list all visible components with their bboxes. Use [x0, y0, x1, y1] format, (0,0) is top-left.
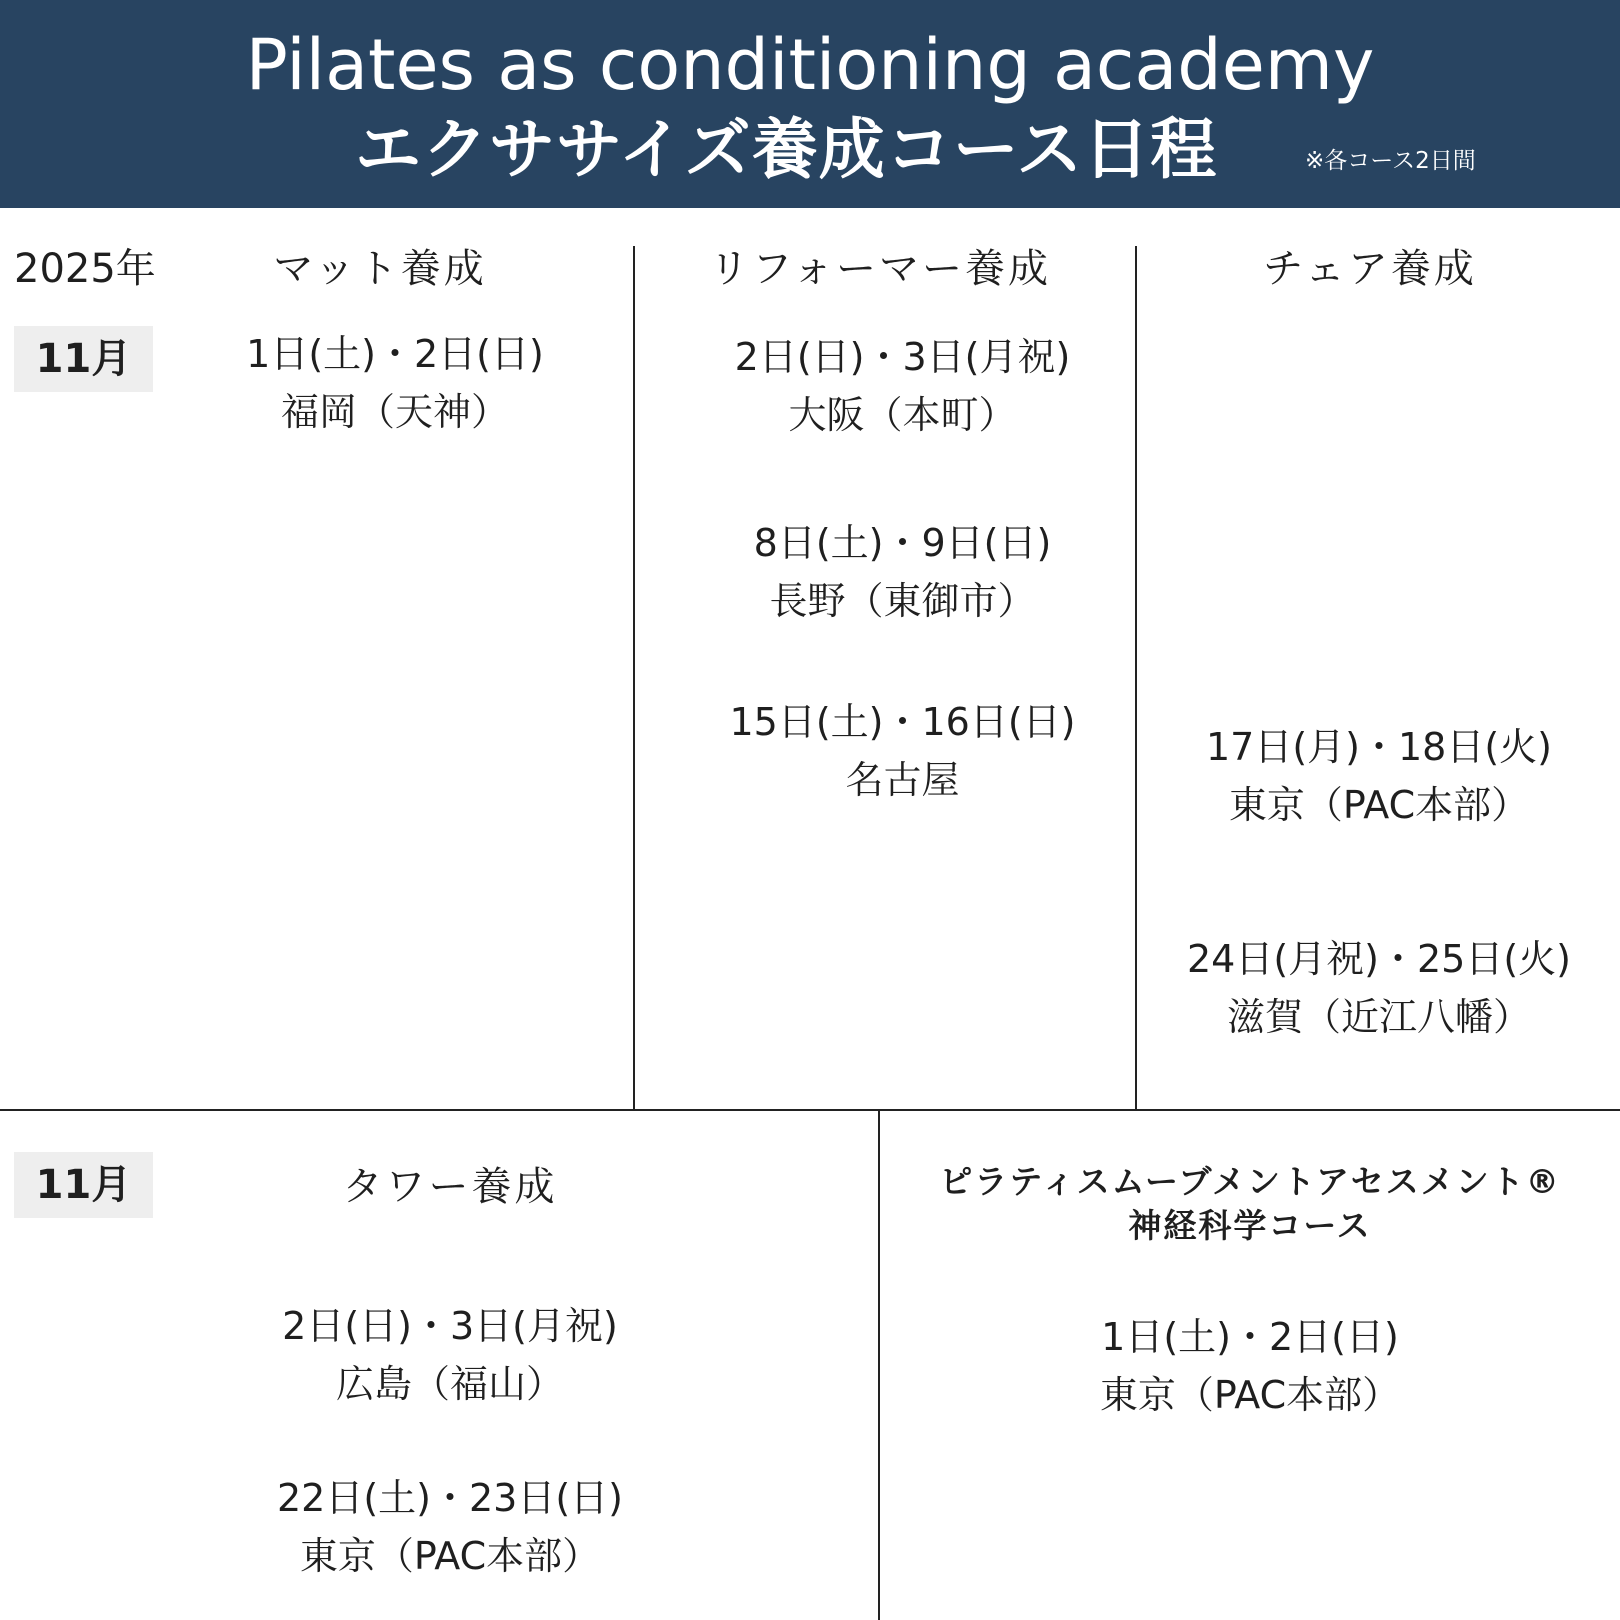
- session-place: 長野（東御市）: [769, 579, 1036, 623]
- session-dates: 8日(土)・9日(日): [753, 521, 1052, 565]
- header-banner: [0, 0, 1620, 208]
- pma-heading-line2: 神経科学コース: [1128, 1206, 1372, 1245]
- chair-session-2: [1140, 930, 1618, 1046]
- chair-session-1: [1140, 718, 1618, 834]
- tower-session-2: [200, 1469, 700, 1585]
- session-place: 東京（PAC本部）: [1099, 1373, 1401, 1417]
- month-badge-top: 11月: [14, 326, 153, 392]
- session-dates: 2日(日)・3日(月祝): [282, 1304, 618, 1348]
- pma-heading-line1: ピラティスムーブメントアセスメント®: [939, 1162, 1561, 1201]
- reformer-session-1: [660, 328, 1145, 444]
- pma-session-1: [882, 1308, 1618, 1424]
- tower-session-1: [200, 1297, 700, 1413]
- mat-session-1: [160, 325, 630, 441]
- month-badge-bottom: 11月: [14, 1152, 153, 1218]
- chair-heading: チェア養成: [1263, 246, 1477, 292]
- reformer-session-3: [660, 693, 1145, 809]
- session-dates: 17日(月)・18日(火): [1205, 725, 1552, 769]
- divider-bottom: [878, 1111, 880, 1620]
- pma-heading: [882, 1160, 1618, 1248]
- title-english: Pilates as conditioning academy: [245, 24, 1375, 106]
- session-place: 広島（福山）: [335, 1362, 564, 1406]
- session-dates: 24日(月祝)・25日(火): [1186, 937, 1571, 981]
- session-place: 名古屋: [845, 758, 960, 802]
- reformer-session-2: [660, 514, 1145, 630]
- reformer-heading: リフォーマー養成: [709, 246, 1051, 292]
- session-dates: 1日(土)・2日(日): [1101, 1315, 1399, 1359]
- session-place: 滋賀（近江八幡）: [1226, 995, 1531, 1039]
- session-dates: 15日(土)・16日(日): [729, 700, 1076, 744]
- divider-top-1: [633, 246, 635, 1110]
- session-place: 東京（PAC本部）: [299, 1534, 601, 1578]
- session-place: 福岡（天神）: [280, 390, 509, 434]
- year-label: 2025年: [14, 246, 156, 292]
- session-dates: 1日(土)・2日(日): [246, 332, 544, 376]
- session-place: 大阪（本町）: [788, 393, 1017, 437]
- session-place: 東京（PAC本部）: [1228, 783, 1530, 827]
- mat-heading: マット養成: [273, 246, 487, 292]
- session-dates: 22日(土)・23日(日): [276, 1476, 623, 1520]
- title-note: ※各コース2日間: [1305, 148, 1476, 174]
- divider-middle: [0, 1109, 1620, 1111]
- tower-heading: タワー養成: [342, 1164, 558, 1210]
- session-dates: 2日(日)・3日(月祝): [734, 335, 1071, 379]
- title-japanese: エクササイズ養成コース日程: [355, 111, 1218, 188]
